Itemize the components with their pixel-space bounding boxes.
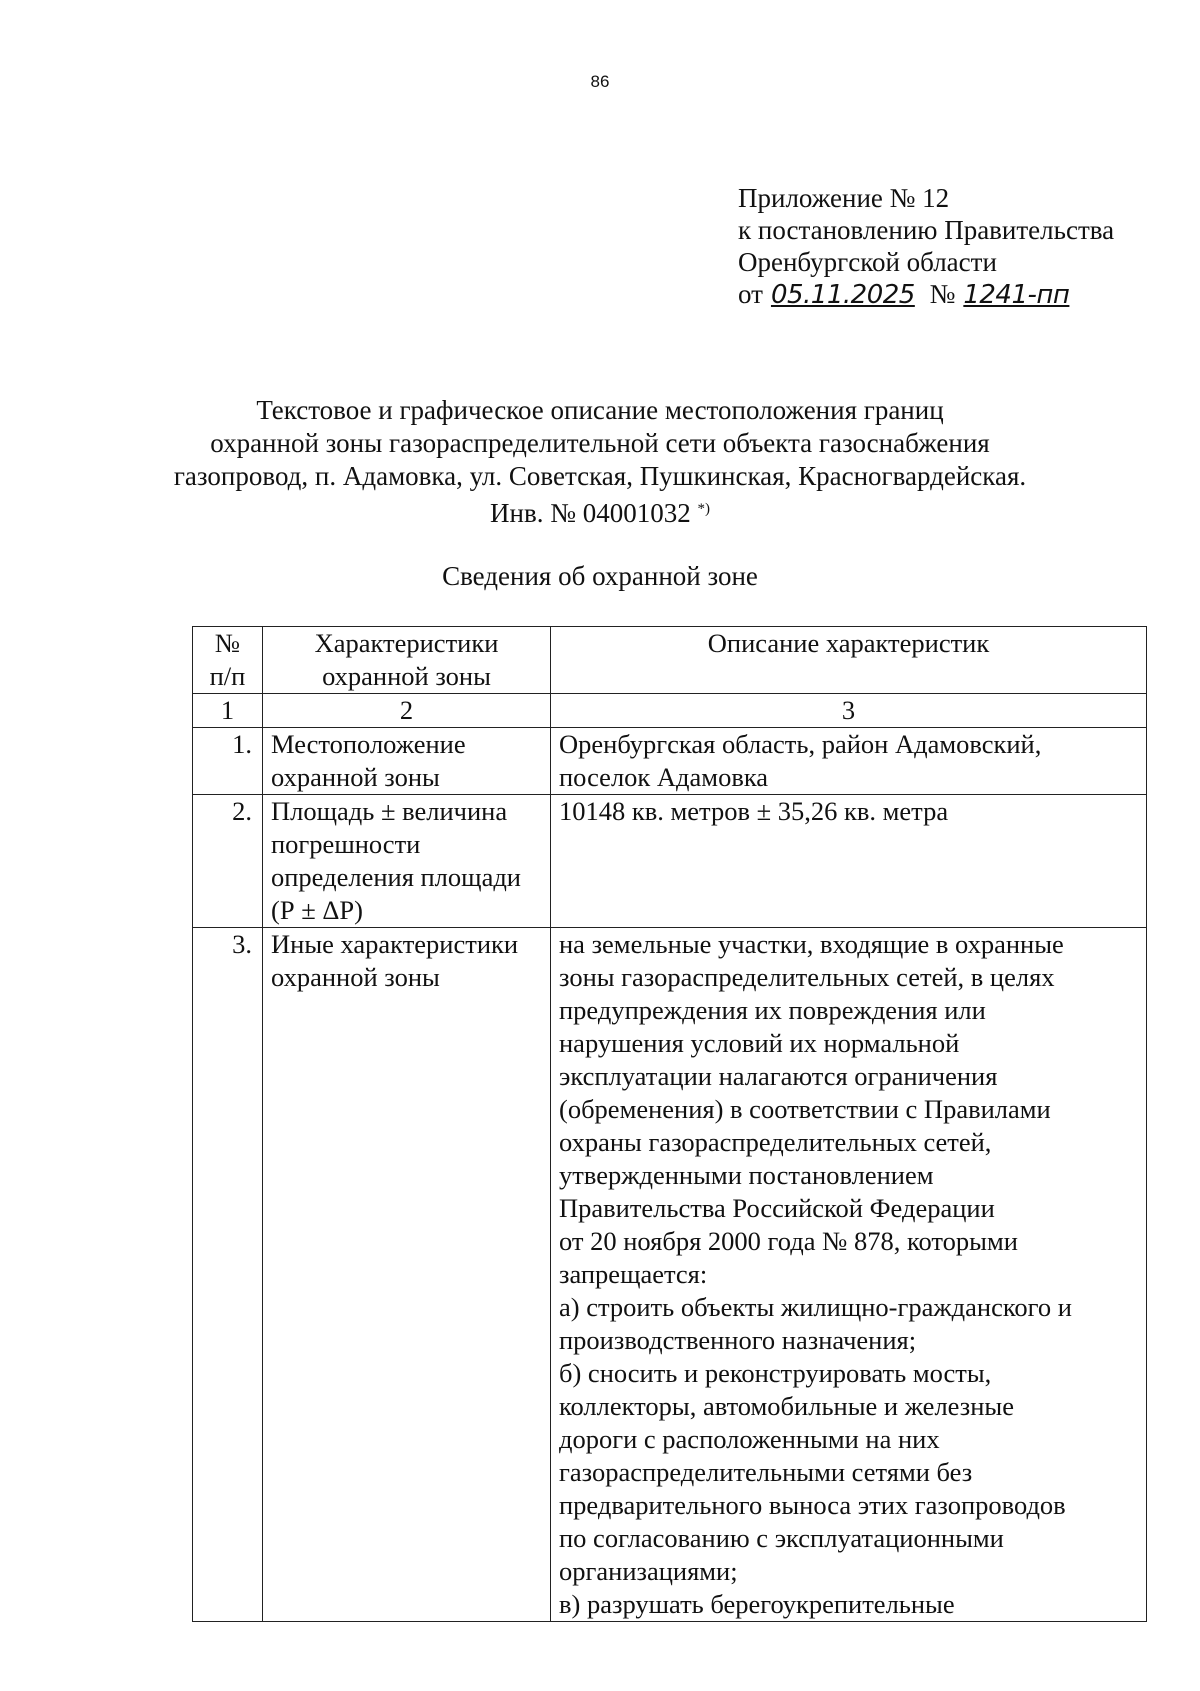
date-prefix: от xyxy=(738,279,763,309)
row-description-text: коллекторы, автомобильные и железные xyxy=(559,1391,1014,1421)
row-name-text: охранной зоны xyxy=(271,762,440,792)
row-description-text: нарушения условий их нормальной xyxy=(559,1028,960,1058)
header-text: № xyxy=(214,628,241,658)
row-description-text: зоны газораспределительных сетей, в целях xyxy=(559,962,1055,992)
row-description-text: газораспределительными сетями без xyxy=(559,1457,973,1487)
row-name-cell xyxy=(263,728,551,795)
row-name-text: (Р ± ΔР) xyxy=(271,895,363,925)
number-prefix: № xyxy=(929,279,956,309)
appendix-line-2: к постановлению Правительства xyxy=(738,215,1115,245)
row-description-text: б) сносить и реконструировать мосты, xyxy=(559,1358,992,1388)
table-header-row xyxy=(193,627,1147,694)
table-row xyxy=(193,728,1147,795)
row-description-text: дороги с расположенными на них xyxy=(559,1424,940,1454)
row-description-cell xyxy=(551,795,1147,928)
row-description-text: организациями; xyxy=(559,1556,738,1586)
handwritten-date: 05.11.2025 xyxy=(770,280,915,310)
row-description-text: предварительного выноса этих газопроводов xyxy=(559,1490,1066,1520)
row-description-text: охраны газораспределительных сетей, xyxy=(559,1127,992,1157)
table-row xyxy=(193,928,1147,1622)
title-line-4 xyxy=(0,493,1200,530)
header-cell-number xyxy=(193,627,263,694)
row-description-text: в) разрушать берегоукрепительные xyxy=(559,1589,955,1619)
row-number: 1. xyxy=(193,728,263,795)
page-number: 86 xyxy=(590,72,610,91)
row-description-text: предупреждения их повреждения или xyxy=(559,995,986,1025)
row-description-text: 10148 кв. метров ± 35,26 кв. метра xyxy=(559,796,949,826)
column-number-cell: 1 xyxy=(193,694,263,728)
column-number-row xyxy=(193,694,1147,728)
row-description-text: Оренбургская область, район Адамовский, xyxy=(559,729,1042,759)
table-row xyxy=(193,795,1147,928)
row-description-text: от 20 ноября 2000 года № 878, которыми xyxy=(559,1226,1018,1256)
row-description-cell xyxy=(551,928,1147,1622)
title-line-2: охранной зоны газораспределительной сети объекта газоснабжения xyxy=(210,428,990,458)
inventory-number: Инв. № 04001032 xyxy=(490,498,691,528)
row-name-text: погрешности xyxy=(271,829,421,859)
row-description-text: производственного назначения; xyxy=(559,1325,917,1355)
row-name-cell xyxy=(263,795,551,928)
row-description-text: (обременения) в соответствии с Правилами xyxy=(559,1094,1051,1124)
row-name-text: охранной зоны xyxy=(271,962,440,992)
row-description-text: Правительства Российской Федерации xyxy=(559,1193,995,1223)
row-description-cell xyxy=(551,728,1147,795)
footnote-mark: *) xyxy=(697,501,710,517)
row-name-cell xyxy=(263,928,551,1622)
row-description-text: утвержденными постановлением xyxy=(559,1160,934,1190)
row-name-text: определения площади xyxy=(271,862,521,892)
header-cell-characteristics xyxy=(263,627,551,694)
row-number: 3. xyxy=(193,928,263,1622)
row-name-text: Местоположение xyxy=(271,729,466,759)
header-text: Характеристики xyxy=(314,628,499,658)
document-title xyxy=(0,394,1200,530)
handwritten-number: 1241-пп xyxy=(963,280,1070,310)
protection-zone-table xyxy=(192,626,1147,1622)
row-description-text: по согласованию с эксплуатационными xyxy=(559,1523,1004,1553)
row-description-text: эксплуатации налагаются ограничения xyxy=(559,1061,998,1091)
row-description-text: на земельные участки, входящие в охранные xyxy=(559,929,1064,959)
appendix-block xyxy=(738,182,1114,311)
section-title: Сведения об охранной зоне xyxy=(442,561,758,591)
appendix-line-1: Приложение № 12 xyxy=(738,183,950,213)
row-name-text: Иные характеристики xyxy=(271,929,519,959)
header-text: п/п xyxy=(209,661,246,691)
title-line-3: газопровод, п. Адамовка, ул. Советская, Пушкинская, Красногвардейская. xyxy=(173,461,1027,491)
column-number-cell: 3 xyxy=(551,694,1147,728)
row-name-text: Площадь ± величина xyxy=(271,796,508,826)
header-cell-description xyxy=(551,627,1147,694)
title-line-1: Текстовое и графическое описание местоположения границ xyxy=(256,395,944,425)
row-description-text: а) строить объекты жилищно-гражданского и xyxy=(559,1292,1072,1322)
column-number-cell: 2 xyxy=(263,694,551,728)
row-number: 2. xyxy=(193,795,263,928)
header-text: Описание характеристик xyxy=(707,628,990,658)
appendix-date-line xyxy=(738,278,1114,311)
row-description-text: поселок Адамовка xyxy=(559,762,769,792)
appendix-line-3: Оренбургской области xyxy=(738,247,997,277)
header-text: охранной зоны xyxy=(322,661,491,691)
row-description-text: запрещается: xyxy=(559,1259,708,1289)
